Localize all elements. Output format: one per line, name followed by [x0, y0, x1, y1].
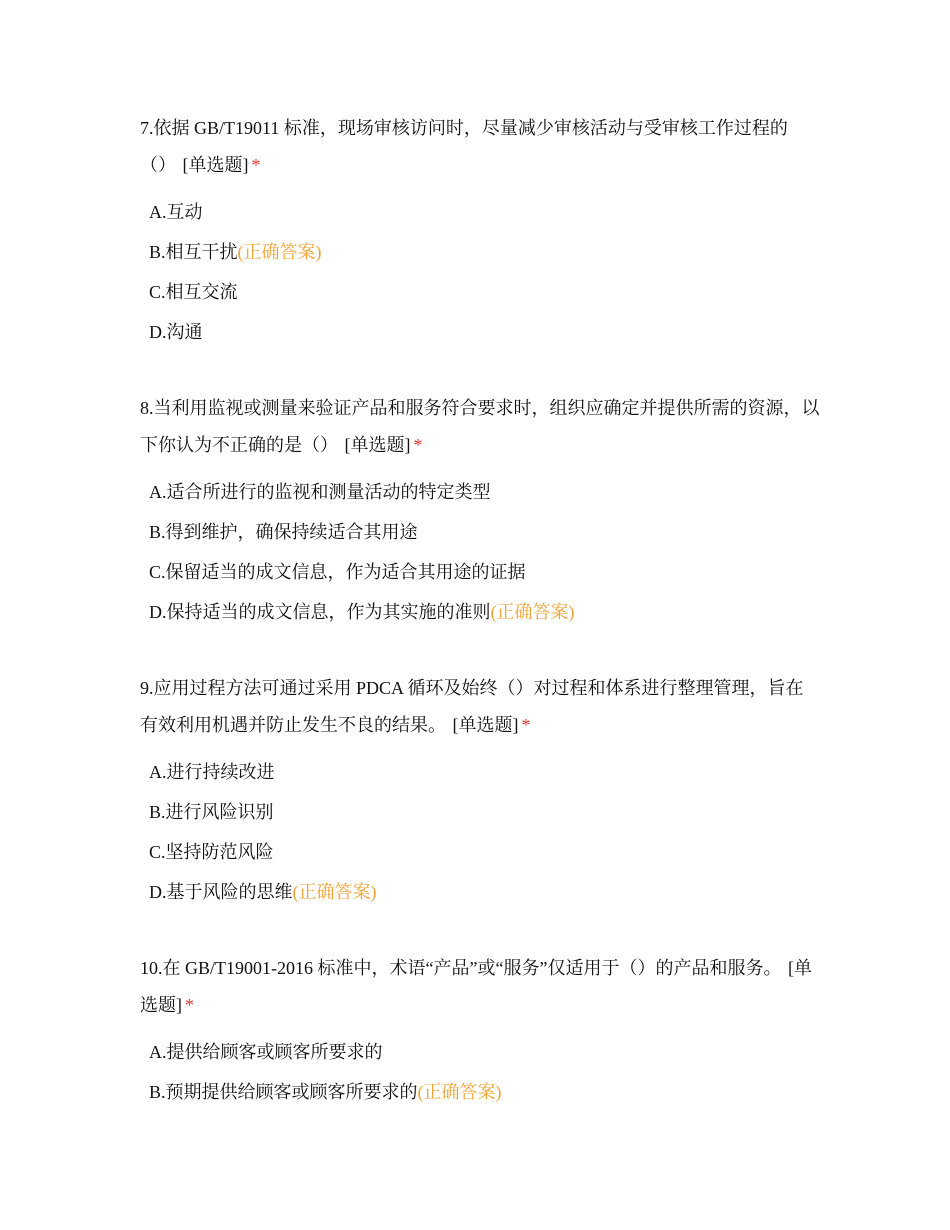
question-type-tag: [单选题]: [182, 155, 249, 175]
option-text: B.得到维护，确保持续适合其用途: [149, 522, 418, 542]
option-text: A.适合所进行的监视和测量活动的特定类型: [149, 482, 491, 502]
question-type-tag: [单选题]: [452, 715, 519, 735]
correct-answer-note: (正确答案): [292, 882, 377, 902]
required-asterisk: *: [413, 435, 423, 455]
question-type-tag: [单选题]: [140, 958, 812, 1015]
correct-answer-note: (正确答案): [237, 242, 322, 262]
option-text: D.保持适当的成文信息，作为其实施的准则: [149, 602, 491, 622]
question-text: 8.当利用监视或测量来验证产品和服务符合要求时，组织应确定并提供所需的资源，以下你认为不正确的是（）: [140, 398, 820, 455]
option-text: B.进行风险识别: [149, 802, 274, 822]
option-text: B.相互干扰: [149, 242, 238, 262]
question-10: [140, 950, 820, 1112]
question-8: [140, 390, 820, 632]
option-list: [140, 472, 820, 632]
option-text: C.相互交流: [149, 282, 238, 302]
required-asterisk: *: [251, 155, 261, 175]
option-c: [149, 272, 820, 312]
question-text: 9.应用过程方法可通过采用 PDCA 循环及始终（）对过程和体系进行整理管理，旨在有效利用机遇并防止发生不良的结果。: [140, 678, 804, 735]
option-b: [149, 792, 820, 832]
correct-answer-note: (正确答案): [417, 1082, 502, 1102]
option-list: [140, 752, 820, 912]
option-b: [149, 512, 820, 552]
question-stem: [140, 390, 820, 464]
option-list: [140, 192, 820, 352]
question-text: 7.依据 GB/T19011 标准，现场审核访问时，尽量减少审核活动与受审核工作过程的（）: [140, 118, 788, 175]
option-text: B.预期提供给顾客或顾客所要求的: [149, 1082, 418, 1102]
question-7: [140, 110, 820, 352]
option-d: [149, 592, 820, 632]
option-text: A.提供给顾客或顾客所要求的: [149, 1042, 383, 1062]
question-type-tag: [单选题]: [344, 435, 411, 455]
option-b: [149, 1072, 820, 1112]
option-list: [140, 1032, 820, 1112]
required-asterisk: *: [185, 995, 194, 1015]
option-text: D.基于风险的思维: [149, 882, 293, 902]
option-d: [149, 312, 820, 352]
option-b: [149, 232, 820, 272]
option-c: [149, 832, 820, 872]
question-9: [140, 670, 820, 912]
option-text: C.坚持防范风险: [149, 842, 274, 862]
option-a: [149, 472, 820, 512]
option-a: [149, 1032, 820, 1072]
option-text: A.互动: [149, 202, 203, 222]
option-a: [149, 192, 820, 232]
correct-answer-note: (正确答案): [490, 602, 575, 622]
question-stem: [140, 110, 820, 184]
option-text: A.进行持续改进: [149, 762, 275, 782]
question-text: 10.在 GB/T19001-2016 标准中，术语“产品”或“服务”仅适用于（）的产品和服务。: [140, 958, 782, 978]
question-stem: [140, 950, 820, 1024]
option-d: [149, 872, 820, 912]
option-text: D.沟通: [149, 322, 203, 342]
required-asterisk: *: [521, 715, 531, 735]
option-c: [149, 552, 820, 592]
option-text: C.保留适当的成文信息，作为适合其用途的证据: [149, 562, 526, 582]
option-a: [149, 752, 820, 792]
question-stem: [140, 670, 820, 744]
